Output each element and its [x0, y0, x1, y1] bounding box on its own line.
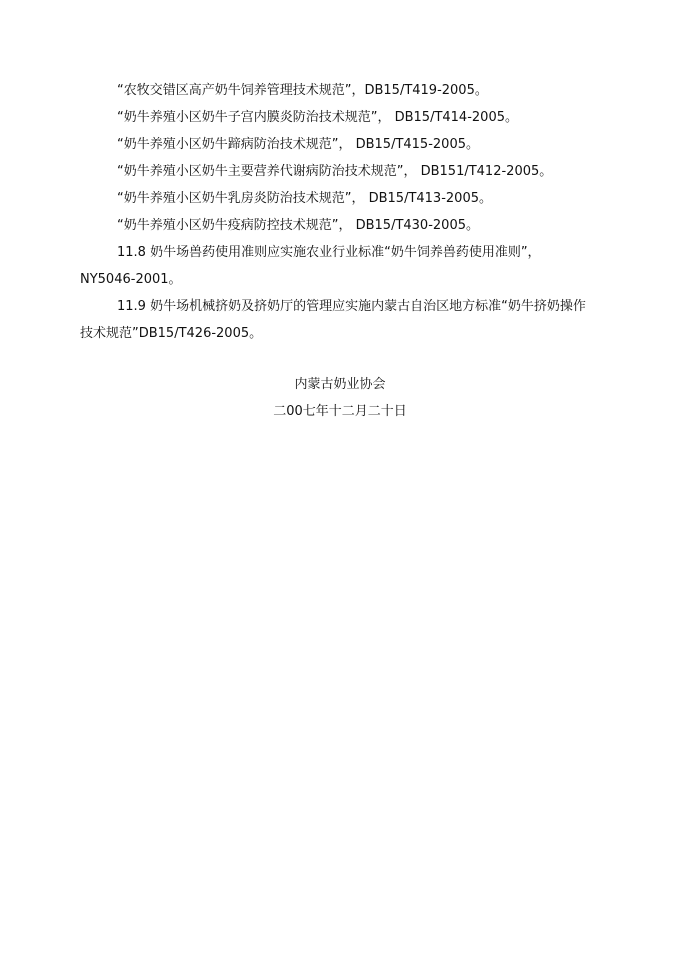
- standard-item: “奶牛养殖小区奶牛乳房炎防治技术规范”， DB15/T413-2005。: [117, 191, 492, 206]
- standard-item: “奶牛养殖小区奶牛蹄病防治技术规范”， DB15/T415-2005。: [117, 137, 479, 152]
- clause-11-8-line1: 11.8 奶牛场兽药使用准则应实施农业行业标准“奶牛饲养兽药使用准则”，: [117, 245, 541, 260]
- clause-11-9-line2: 技术规范”DB15/T426-2005。: [80, 326, 263, 341]
- signature-organization: 内蒙古奶业协会: [294, 377, 386, 392]
- signature-date: 二00七年十二月二十日: [273, 404, 407, 419]
- standard-item: “奶牛养殖小区奶牛主要营养代谢病防治技术规范”， DB151/T412-2005。: [117, 164, 553, 179]
- clause-11-8-line2: NY5046-2001。: [80, 272, 182, 287]
- standard-item: “奶牛养殖小区奶牛疫病防控技术规范”， DB15/T430-2005。: [117, 218, 479, 233]
- standard-item: “奶牛养殖小区奶牛子宫内膜炎防治技术规范”， DB15/T414-2005。: [117, 110, 518, 125]
- clause-11-9-line1: 11.9 奶牛场机械挤奶及挤奶厅的管理应实施内蒙古自治区地方标准“奶牛挤奶操作: [117, 299, 586, 314]
- standard-item: “农牧交错区高产奶牛饲养管理技术规范”，DB15/T419-2005。: [117, 83, 488, 98]
